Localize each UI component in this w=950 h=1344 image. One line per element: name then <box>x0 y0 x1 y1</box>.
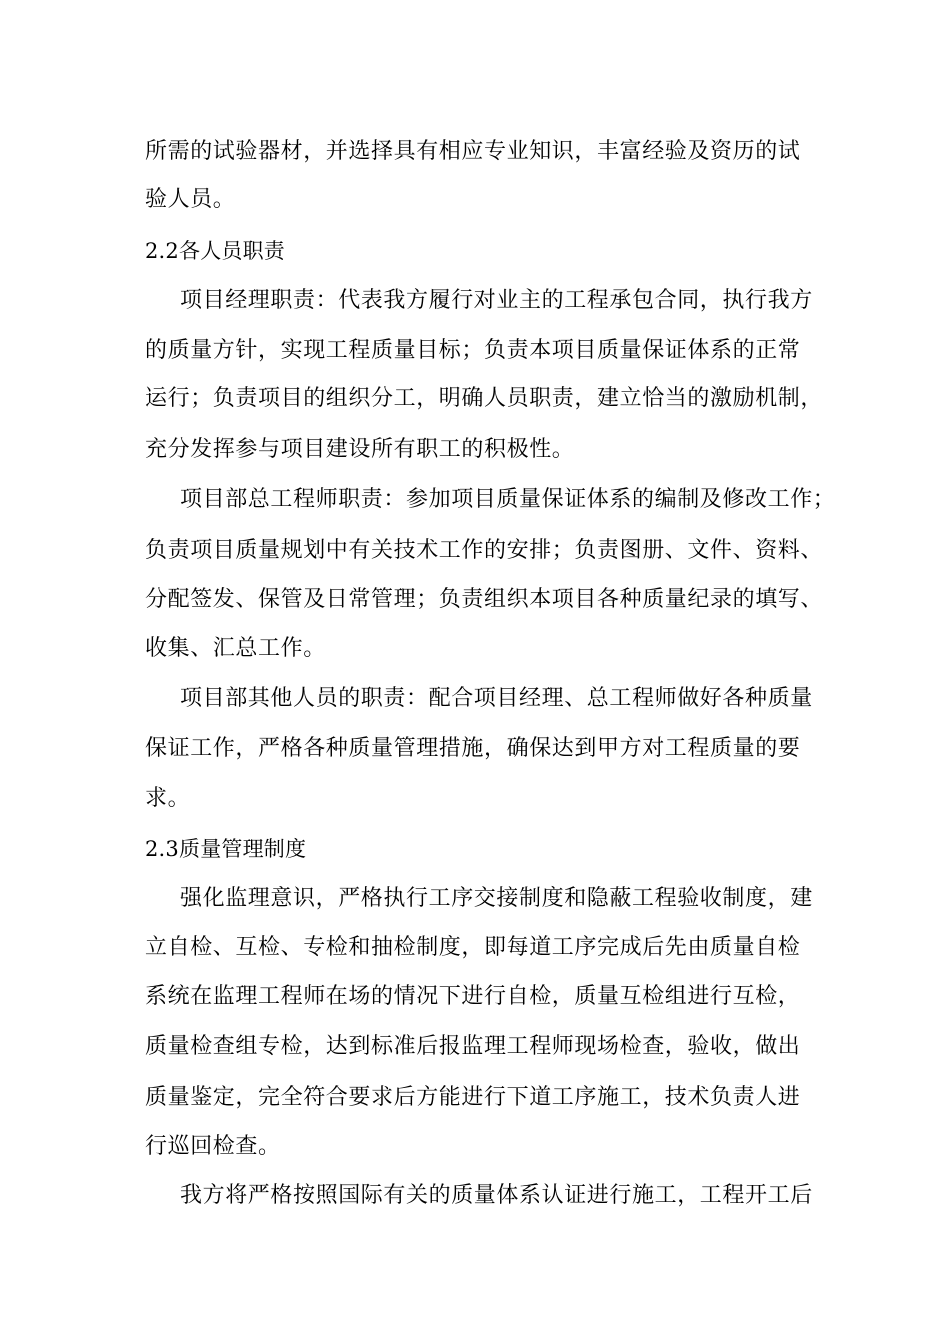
text-line: 质量鉴定，完全符合要求后方能进行下道工序施工，技术负责人进 <box>145 1085 801 1110</box>
text-line: 的质量方针，实现工程质量目标；负责本项目质量保证体系的正常 <box>145 338 801 363</box>
text-line: 所需的试验器材，并选择具有相应专业知识，丰富经验及资历的试 <box>145 139 801 164</box>
text-line: 立自检、互检、专检和抽检制度，即每道工序完成后先由质量自检 <box>145 935 801 960</box>
text-line: 质量检查组专检，达到标准后报监理工程师现场检查，验收，做出 <box>145 1034 801 1059</box>
text-line: 收集、汇总工作。 <box>145 636 326 661</box>
text-line: 保证工作，严格各种质量管理措施，确保达到甲方对工程质量的要 <box>145 736 801 761</box>
paragraph-first-line: 项目部总工程师职责：参加项目质量保证体系的编制及修改工作； <box>180 487 836 512</box>
paragraph-first-line: 项目经理职责：代表我方履行对业主的工程承包合同，执行我方 <box>180 288 813 313</box>
paragraph-first-line: 项目部其他人员的职责：配合项目经理、总工程师做好各种质量 <box>180 686 813 711</box>
section-heading: 2.3质量管理制度 <box>145 837 307 861</box>
paragraph-first-line: 我方将严格按照国际有关的质量体系认证进行施工，工程开工后 <box>180 1183 813 1208</box>
text-line: 求。 <box>145 786 191 811</box>
text-line: 分配签发、保管及日常管理；负责组织本项目各种质量纪录的填写、 <box>145 587 824 612</box>
text-line: 充分发挥参与项目建设所有职工的积极性。 <box>145 437 575 462</box>
text-line: 行巡回检查。 <box>145 1134 281 1159</box>
text-line: 运行；负责项目的组织分工，明确人员职责，建立恰当的激励机制， <box>145 386 824 411</box>
text-line: 验人员。 <box>145 187 236 212</box>
text-line: 系统在监理工程师在场的情况下进行自检，质量互检组进行互检， <box>145 984 801 1009</box>
text-line: 负责项目质量规划中有关技术工作的安排；负责图册、文件、资料、 <box>145 538 824 563</box>
paragraph-first-line: 强化监理意识，严格执行工序交接制度和隐蔽工程验收制度，建 <box>180 886 813 911</box>
section-heading: 2.2各人员职责 <box>145 239 285 263</box>
